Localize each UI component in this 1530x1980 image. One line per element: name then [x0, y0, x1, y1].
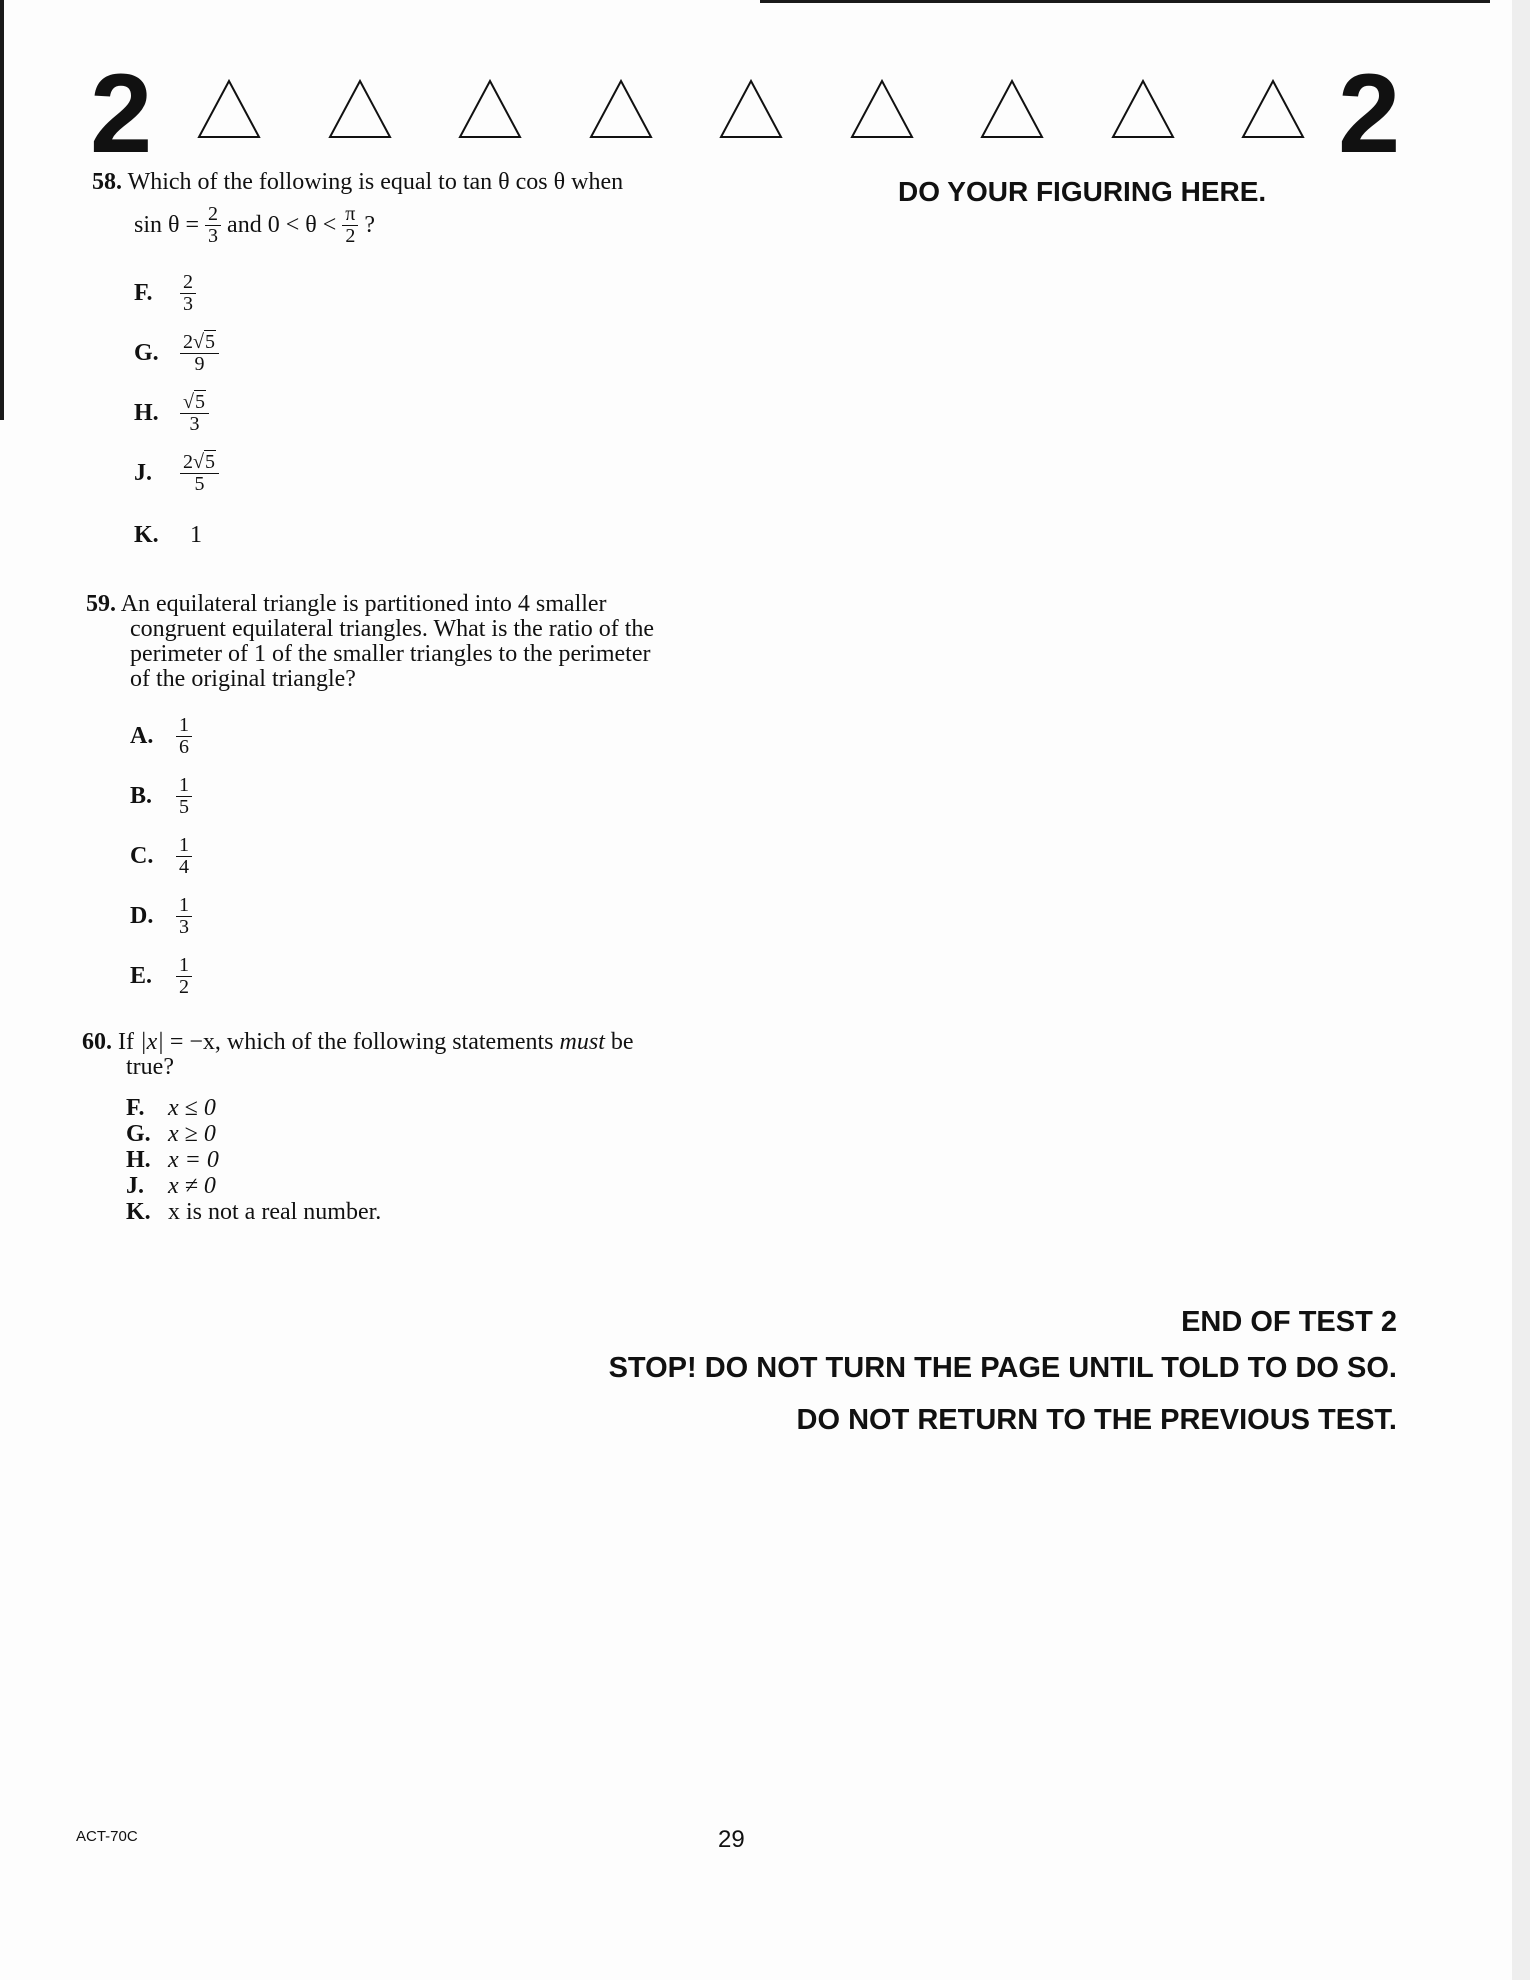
- triangle-icon: [588, 78, 654, 140]
- fraction-pi-over-2: $\frac{\pi}{2}$: [342, 204, 358, 247]
- option-59-c[interactable]: C. $\frac{1}{4}$: [130, 835, 192, 878]
- option-58-f[interactable]: F. $\frac{2}{3}$: [134, 272, 196, 315]
- question-58-number: 58.: [92, 169, 122, 195]
- option-60-k[interactable]: K. x is not a real number.: [126, 1199, 382, 1225]
- question-59-line2: congruent equilateral triangles. What is the ratio of the: [130, 616, 655, 642]
- no-return-instruction: DO NOT RETURN TO THE PREVIOUS TEST.: [796, 1404, 1397, 1436]
- section-number-left: 2: [90, 51, 153, 176]
- triangle-icon: [327, 78, 393, 140]
- option-58-k[interactable]: K. 1: [134, 522, 202, 548]
- option-58-g[interactable]: G. $\frac{2√5}{9}$: [134, 332, 219, 375]
- triangle-icon: [718, 78, 784, 140]
- end-of-test-heading: END OF TEST 2: [1181, 1306, 1397, 1338]
- question-59-line3: perimeter of 1 of the smaller triangles to the perimeter: [130, 641, 651, 667]
- stop-instruction: STOP! DO NOT TURN THE PAGE UNTIL TOLD TO DO SO.: [608, 1352, 1397, 1384]
- question-58-line1: [92, 170, 623, 195]
- page-number: 29: [718, 1826, 745, 1853]
- scan-edge-top: [760, 0, 1490, 3]
- section-number-right: 2: [1338, 51, 1401, 176]
- question-59-line1: An equilateral triangle is partitioned into 4 smaller: [120, 591, 607, 617]
- form-code: ACT-70C: [76, 1828, 138, 1845]
- triangle-icon: [979, 78, 1045, 140]
- question-60-line2: true?: [126, 1054, 174, 1080]
- sin-expression: sin θ =: [134, 212, 200, 238]
- question-60-number: 60.: [82, 1029, 112, 1055]
- question-59: [86, 592, 726, 692]
- question-59-number: 59.: [86, 591, 116, 617]
- question-58-text: Which of the following is equal to tan θ cos θ when: [127, 169, 624, 195]
- triangle-icon: [1110, 78, 1176, 140]
- option-59-a[interactable]: A. $\frac{1}{6}$: [130, 715, 192, 758]
- theta-range: and 0 < θ <: [227, 212, 337, 238]
- fraction-two-thirds: $\frac{2}{3}$: [205, 204, 221, 247]
- option-60-h[interactable]: H. x = 0: [126, 1147, 219, 1173]
- figuring-label: DO YOUR FIGURING HERE.: [898, 176, 1267, 207]
- scan-edge-left: [0, 0, 4, 420]
- triangle-icon: [849, 78, 915, 140]
- triangle-icon: [196, 78, 262, 140]
- option-58-h[interactable]: H. $\frac{√5}{3}$: [134, 392, 209, 435]
- question-59-line4: of the original triangle?: [130, 666, 356, 692]
- option-59-d[interactable]: D. $\frac{1}{3}$: [130, 895, 192, 938]
- question-58-line2: [134, 204, 375, 247]
- scan-edge-right: [1512, 0, 1530, 1980]
- option-60-j[interactable]: J. x ≠ 0: [126, 1173, 216, 1199]
- question-60: 60. If |x| = −x, which of the following statements must be true?: [82, 1030, 742, 1080]
- triangle-icon: [457, 78, 523, 140]
- option-59-b[interactable]: B. $\frac{1}{5}$: [130, 775, 192, 818]
- question-mark: ?: [364, 212, 376, 238]
- option-60-f[interactable]: F. x ≤ 0: [126, 1095, 216, 1121]
- option-60-g[interactable]: G. x ≥ 0: [126, 1121, 216, 1147]
- triangle-icon: [1240, 78, 1306, 140]
- option-58-j[interactable]: J. $\frac{2√5}{5}$: [134, 452, 219, 495]
- option-59-e[interactable]: E. $\frac{1}{2}$: [130, 955, 192, 998]
- absolute-value-x: |x|: [139, 1029, 164, 1055]
